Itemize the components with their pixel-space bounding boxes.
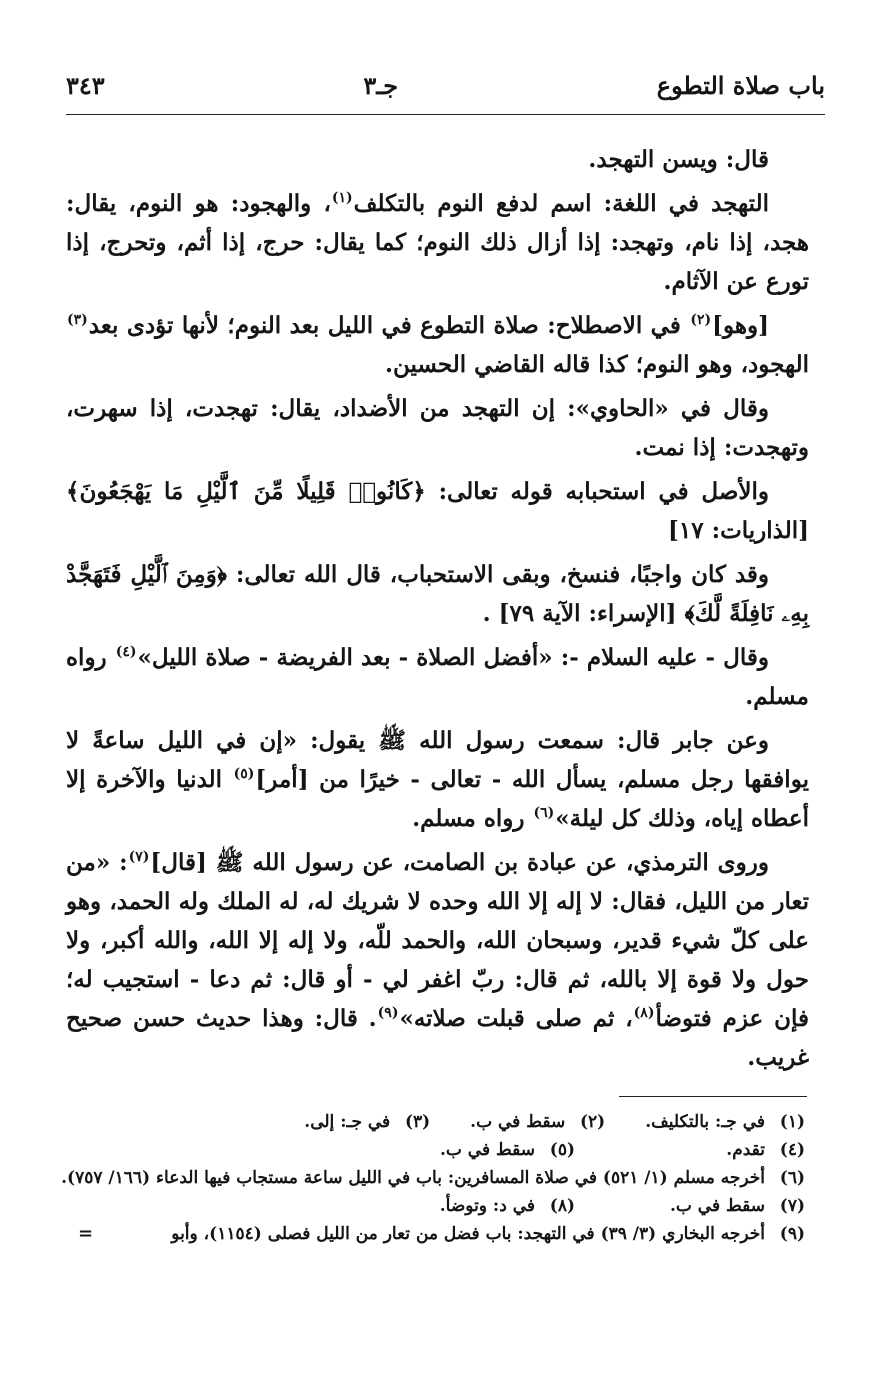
chapter-title: باب صلاة التطوع — [656, 70, 825, 100]
continuation-mark: = — [78, 1223, 94, 1244]
paragraph: [وهو]$^{(٢)}$ في الاصطلاح: صلاة التطوع في الليل بعد النوم؛ لأنها تؤدى بعد$^{(٣)}$ الهجود، وهو النوم؛ كذا قاله القاضي الحسين. — [67, 312, 809, 378]
footnote-row — [50, 1192, 805, 1220]
footnote-ref: (٨) — [633, 1005, 655, 1022]
footnote-ref: (٤) — [115, 644, 137, 661]
header-rule — [66, 114, 825, 115]
footnote: (٣) في جـ: إلى. — [304, 1112, 431, 1132]
footnote-ref: (٩) — [377, 1005, 399, 1022]
paragraph: وروى الترمذي، عن عبادة بن الصامت، عن رسول الله ﷺ [قال]$^{(٧)}$: «من تعار من الليل، فقال: لا إله إلا الله وحده لا شريك له، له الملك وله الحمد، وهو على كلّ شيء قدير، وسبحان الله، والحمد للّه، ولا إله إلا الله، والله أكبر، ولا حول ولا قوة إلا بالله، ثم قال: ربّ اغفر لي - أو قال: ثم دعا - استجيب له؛ فإن عزم فتوضأ$^{(٨)}$، ثم صلى قبلت صلاته»$^{(٩)}$. قال: وهذا حديث حسن صحيح غريب. — [66, 849, 809, 1071]
running-header — [66, 62, 825, 108]
footnote-row — [50, 1220, 805, 1248]
footnote-rule — [619, 1096, 807, 1097]
footnotes — [50, 1108, 805, 1248]
footnote: (١) في جـ: بالتكليف. — [645, 1112, 805, 1132]
footnote: (٩) أخرجه البخاري (٣/ ٣٩) في التهجد: باب فضل من تعار من الليل فصلى (١١٥٤)، وأبو — [171, 1224, 805, 1244]
paragraph: وعن جابر قال: سمعت رسول الله ﷺ يقول: «إن في الليل ساعةً لا يوافقها رجل مسلم، يسأل الله - تعالى - خيرًا من [أمر]$^{(٥)}$ الدنيا والآخرة إلا أعطاه إياه، وذلك كل ليلة»$^{(٦)}$ رواه مسلم. — [66, 727, 809, 832]
footnote-ref: (٣) — [67, 312, 88, 329]
footnote-ref: (٦) — [533, 805, 555, 822]
main-text — [66, 140, 809, 1082]
footnote: (٥) سقط في ب. — [439, 1140, 575, 1160]
footnote-row — [50, 1164, 805, 1192]
footnote: (٨) في د: وتوضأ. — [439, 1196, 575, 1216]
volume-label: جـ٣ — [363, 70, 399, 100]
footnote: (٢) سقط في ب. — [470, 1112, 606, 1132]
paragraph: التهجد في اللغة: اسم لدفع النوم بالتكلف$^{(١)}$، والهجود: هو النوم، يقال: هجد، إذا نام، وتهجد: إذا أزال ذلك النوم؛ كما يقال: حرج، إذا أثم، وتحرج، إذا تورع عن الآثام. — [66, 190, 809, 295]
footnote: (٧) سقط في ب. — [669, 1196, 805, 1216]
paragraph: وقد كان واجبًا، فنسخ، وبقى الاستحباب، قال الله تعالى: ﴿وَمِنَ ٱلَّيْلِ فَتَهَجَّدْ بِهِۦ نَافِلَةً لَّكَ﴾ [الإسراء: الآية ٧٩] . — [66, 561, 809, 627]
footnote-ref: (١) — [331, 190, 353, 207]
paragraph: وقال - عليه السلام -: «أفضل الصلاة - بعد الفريضة - صلاة الليل»$^{(٤)}$ رواه مسلم. — [66, 644, 809, 710]
paragraph: وقال في «الحاوي»: إن التهجد من الأضداد، يقال: تهجدت، إذا سهرت، وتهجدت: إذا نمت. — [66, 395, 809, 461]
footnote-ref: (٧) — [128, 849, 150, 866]
footnote-row — [50, 1108, 805, 1136]
footnote: (٤) تقدم. — [726, 1140, 805, 1160]
paragraph: والأصل في استحبابه قوله تعالى: ﴿كَانُوا۟ قَلِيلًا مِّنَ ٱلَّيْلِ مَا يَهْجَعُونَ﴾ [الذاريات: ١٧] — [66, 478, 809, 544]
footnote: (٦) أخرجه مسلم (١/ ٥٢١) في صلاة المسافرين: باب في الليل ساعة مستجاب فيها الدعاء (١٦٦/ ٧٥٧). — [61, 1168, 805, 1188]
footnote-row — [50, 1136, 805, 1164]
page-number: ٣٤٣ — [66, 70, 105, 100]
footnote-ref: (٢) — [690, 312, 712, 329]
footnote-ref: (٥) — [233, 766, 255, 783]
paragraph: قال: ويسن التهجد. — [588, 146, 769, 173]
